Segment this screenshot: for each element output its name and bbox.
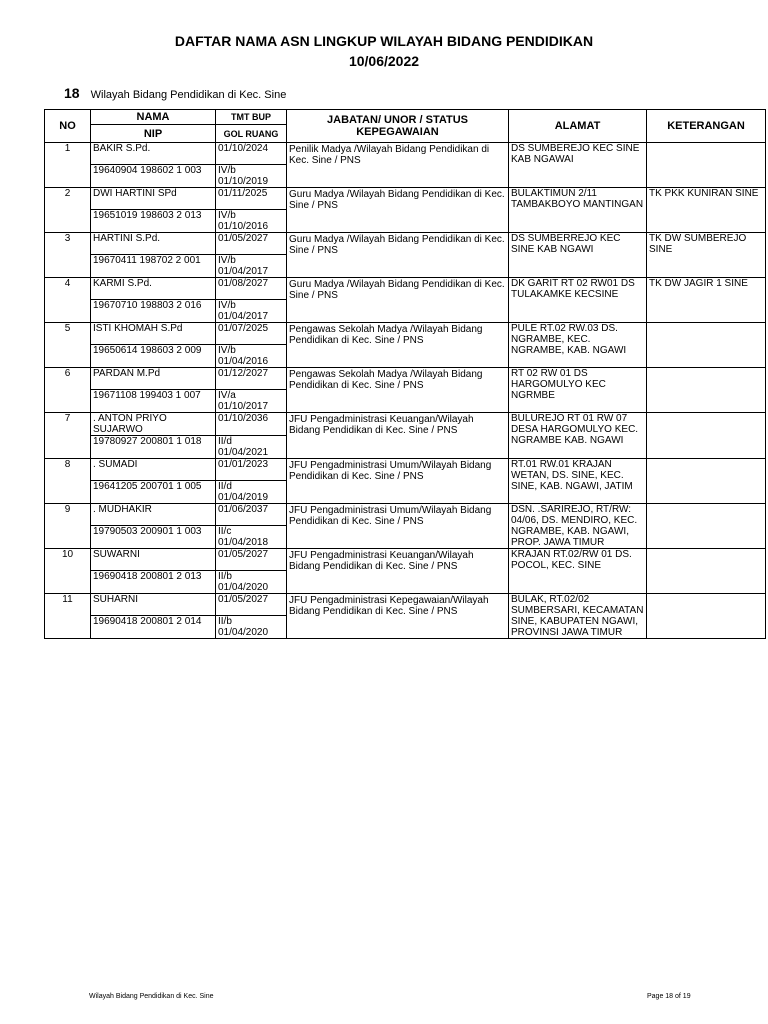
tmt-bup: 01/05/2027 [216,549,287,571]
document-date: 10/06/2022 [348,53,420,69]
tmt-bup: 01/12/2027 [216,368,287,390]
row-number: 9 [45,504,91,549]
table-row [45,459,766,481]
gol-ruang: IV/a [218,390,236,401]
tmt-bup: 01/08/2027 [216,278,287,300]
table-row [45,278,766,300]
keterangan-cell [647,459,766,504]
tmt-bup: 01/01/2023 [216,459,287,481]
tmt-gol: 01/10/2017 [218,401,269,412]
keterangan-cell: TK DW SUMBEREJO SINE [647,233,766,278]
table-row [45,188,766,210]
gol-ruang-cell [216,300,287,323]
alamat-cell: RT.01 RW.01 KRAJAN WETAN, DS. SINE, KEC. SINE, KAB. NGAWI, JATIM [509,459,647,504]
row-number: 1 [45,143,91,188]
tmt-gol: 01/04/2018 [218,537,269,548]
alamat-cell: RT 02 RW 01 DS HARGOMULYO KEC NGRMBE [509,368,647,413]
alamat-cell: DS SUMBERREJO KEC SINE KAB NGAWI [509,233,647,278]
tmt-gol: 01/10/2019 [218,176,269,187]
gol-ruang: II/b [218,616,232,627]
keterangan-cell [647,323,766,368]
header-nama: NAMA [91,110,216,125]
gol-ruang: IV/b [218,210,236,221]
employee-name: . MUDHAKIR [91,504,216,526]
alamat-cell: BULAK, RT.02/02 SUMBERSARI, KECAMATAN SINE, KABUPATEN NGAWI, PROVINSI JAWA TIMUR [509,594,647,639]
header-jabatan: JABATAN/ UNOR / STATUS KEPEGAWAIAN [287,110,509,143]
jabatan-cell: JFU Pengadministrasi Umum/Wilayah Bidang Pendidikan di Kec. Sine / PNS [287,504,509,549]
employee-name: . SUMADI [91,459,216,481]
document-title: DAFTAR NAMA ASN LINGKUP WILAYAH BIDANG PENDIDIKAN [174,33,594,49]
tmt-gol: 01/04/2020 [218,582,269,593]
section-number: 18 [64,85,80,101]
gol-ruang-cell [216,210,287,233]
tmt-gol: 01/04/2017 [218,266,269,277]
header-alamat: ALAMAT [509,110,647,143]
row-number: 5 [45,323,91,368]
jabatan-cell: Guru Madya /Wilayah Bidang Pendidikan di Kec. Sine / PNS [287,233,509,278]
tmt-gol: 01/04/2020 [218,627,269,638]
employee-nip: 19690418 200801 2 013 [91,571,216,594]
gol-ruang-cell [216,255,287,278]
gol-ruang-cell [216,526,287,549]
footer-left: Wilayah Bidang Pendidikan di Kec. Sine [89,993,214,1000]
row-number: 10 [45,549,91,594]
row-number: 4 [45,278,91,323]
jabatan-cell: JFU Pengadministrasi Umum/Wilayah Bidang Pendidikan di Kec. Sine / PNS [287,459,509,504]
section-label: Wilayah Bidang Pendidikan di Kec. Sine [90,89,287,101]
alamat-cell: BULAKTIMUN 2/11 TAMBAKBOYO MANTINGAN [509,188,647,233]
jabatan-cell: JFU Pengadministrasi Keuangan/Wilayah Bidang Pendidikan di Kec. Sine / PNS [287,549,509,594]
keterangan-cell: TK PKK KUNIRAN SINE [647,188,766,233]
keterangan-cell [647,368,766,413]
section-heading [64,85,286,101]
alamat-cell: BULUREJO RT 01 RW 07 DESA HARGOMULYO KEC. NGRAMBE KAB. NGAWI [509,413,647,459]
tmt-bup: 01/11/2025 [216,188,287,210]
employee-nip: 19640904 198602 1 003 [91,165,216,188]
employee-name: HARTINI S.Pd. [91,233,216,255]
gol-ruang-cell [216,436,287,459]
table-row [45,368,766,390]
jabatan-cell: JFU Pengadministrasi Keuangan/Wilayah Bidang Pendidikan di Kec. Sine / PNS [287,413,509,459]
tmt-bup: 01/05/2027 [216,594,287,616]
header-no: NO [45,110,91,143]
tmt-gol: 01/04/2019 [218,492,269,503]
row-number: 8 [45,459,91,504]
employee-name: KARMI S.Pd. [91,278,216,300]
table-row [45,549,766,571]
header-keterangan: KETERANGAN [647,110,766,143]
gol-ruang-cell [216,481,287,504]
alamat-cell: DK GARIT RT 02 RW01 DS TULAKAMKE KECSINE [509,278,647,323]
keterangan-cell [647,143,766,188]
row-number: 7 [45,413,91,459]
employee-name: SUWARNI [91,549,216,571]
employee-nip: 19670411 198702 2 001 [91,255,216,278]
gol-ruang-cell [216,390,287,413]
employee-name: SUHARNI [91,594,216,616]
tmt-bup: 01/05/2027 [216,233,287,255]
gol-ruang: II/d [218,481,232,492]
table-row [45,413,766,436]
gol-ruang: IV/b [218,345,236,356]
gol-ruang: II/b [218,571,232,582]
row-number: 6 [45,368,91,413]
gol-ruang: IV/b [218,255,236,266]
tmt-bup: 01/06/2037 [216,504,287,526]
tmt-bup: 01/10/2036 [216,413,287,436]
tmt-bup: 01/07/2025 [216,323,287,345]
keterangan-cell [647,549,766,594]
gol-ruang-cell [216,345,287,368]
gol-ruang: IV/b [218,165,236,176]
employee-name: ISTI KHOMAH S.Pd [91,323,216,345]
gol-ruang-cell [216,616,287,639]
row-number: 11 [45,594,91,639]
tmt-gol: 01/04/2021 [218,447,269,458]
keterangan-cell [647,413,766,459]
employee-nip: 19780927 200801 1 018 [91,436,216,459]
keterangan-cell [647,504,766,549]
employee-nip: 19790503 200901 1 003 [91,526,216,549]
jabatan-cell: Penilik Madya /Wilayah Bidang Pendidikan di Kec. Sine / PNS [287,143,509,188]
employee-name: . ANTON PRIYO SUJARWO [91,413,216,436]
table-row [45,594,766,616]
gol-ruang: II/c [218,526,232,537]
alamat-cell: PULE RT.02 RW.03 DS. NGRAMBE, KEC. NGRAMBE, KAB. NGAWI [509,323,647,368]
gol-ruang: II/d [218,436,232,447]
employee-nip: 19671108 199403 1 007 [91,390,216,413]
alamat-cell: DSN. .SARIREJO, RT/RW: 04/06, DS. MENDIRO, KEC. NGRAMBE, KAB. NGAWI, PROP. JAWA TIMUR [509,504,647,549]
tmt-gol: 01/04/2016 [218,356,269,367]
table-row [45,143,766,165]
table-row [45,233,766,255]
employee-nip: 19670710 198803 2 016 [91,300,216,323]
employee-nip: 19651019 198603 2 013 [91,210,216,233]
jabatan-cell: Pengawas Sekolah Madya /Wilayah Bidang Pendidikan di Kec. Sine / PNS [287,368,509,413]
employee-name: PARDAN M.Pd [91,368,216,390]
header-gol-ruang: GOL RUANG [216,125,287,143]
jabatan-cell: Pengawas Sekolah Madya /Wilayah Bidang Pendidikan di Kec. Sine / PNS [287,323,509,368]
jabatan-cell: JFU Pengadministrasi Kepegawaian/Wilayah Bidang Pendidikan di Kec. Sine / PNS [287,594,509,639]
tmt-bup: 01/10/2024 [216,143,287,165]
keterangan-cell: TK DW JAGIR 1 SINE [647,278,766,323]
table-row [45,323,766,345]
tmt-gol: 01/10/2016 [218,221,269,232]
employee-name: DWI HARTINI SPd [91,188,216,210]
employee-nip: 19641205 200701 1 005 [91,481,216,504]
asn-table [44,109,766,639]
row-number: 3 [45,233,91,278]
employee-nip: 19650614 198603 2 009 [91,345,216,368]
employee-nip: 19690418 200801 2 014 [91,616,216,639]
header-tmt-bup: TMT BUP [216,110,287,125]
tmt-gol: 01/04/2017 [218,311,269,322]
jabatan-cell: Guru Madya /Wilayah Bidang Pendidikan di Kec. Sine / PNS [287,278,509,323]
header-nip: NIP [91,125,216,143]
gol-ruang-cell [216,571,287,594]
alamat-cell: KRAJAN RT.02/RW 01 DS. POCOL, KEC. SINE [509,549,647,594]
jabatan-cell: Guru Madya /Wilayah Bidang Pendidikan di Kec. Sine / PNS [287,188,509,233]
footer-page-number: Page 18 of 19 [647,993,691,1000]
table-row [45,504,766,526]
row-number: 2 [45,188,91,233]
alamat-cell: DS SUMBEREJO KEC SINE KAB NGAWAI [509,143,647,188]
gol-ruang: IV/b [218,300,236,311]
employee-name: BAKIR S.Pd. [91,143,216,165]
gol-ruang-cell [216,165,287,188]
keterangan-cell [647,594,766,639]
